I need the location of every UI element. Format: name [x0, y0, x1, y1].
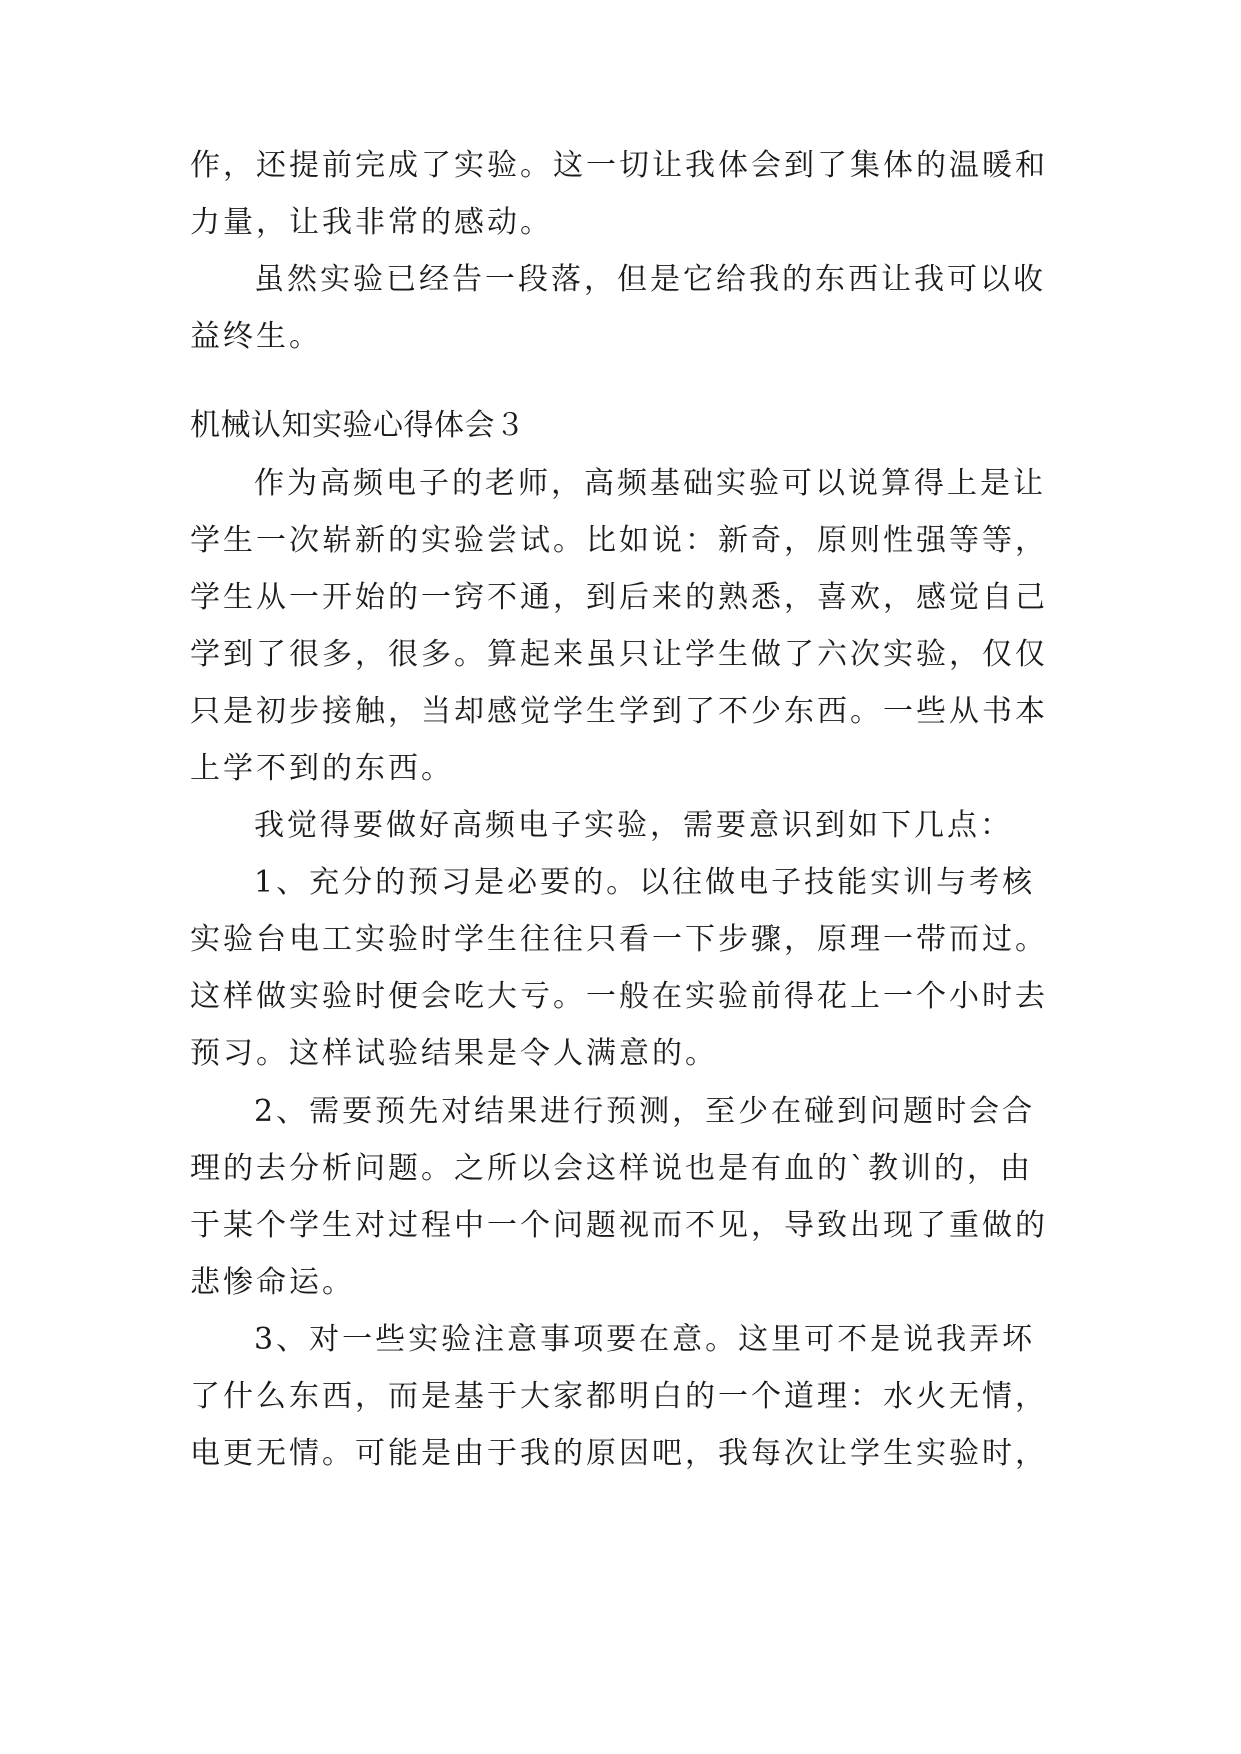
paragraph-line: 虽然实验已经告一段落，但是它给我的东西让我可以收	[254, 262, 1046, 297]
section-heading: 机械认知实验心得体会３	[190, 408, 526, 443]
paragraph-line: 了什么东西，而是基于大家都明白的一个道理：水火无情，	[190, 1379, 1048, 1414]
paragraph-line: 作为高频电子的老师，高频基础实验可以说算得上是让	[254, 466, 1046, 501]
paragraph-line: 作，还提前完成了实验。这一切让我体会到了集体的温暖和	[190, 148, 1048, 183]
paragraph-line: 理的去分析问题。之所以会这样说也是有血的`教训的，由	[190, 1151, 1033, 1186]
paragraph-line: 3、对一些实验注意事项要在意。这里可不是说我弄坏	[254, 1322, 1036, 1357]
paragraph-line: 学生一次崭新的实验尝试。比如说：新奇，原则性强等等，	[190, 523, 1048, 558]
paragraph-line: 学生从一开始的一窍不通，到后来的熟悉，喜欢，感觉自己	[190, 580, 1048, 615]
paragraph-line: 悲惨命运。	[190, 1265, 355, 1300]
paragraph-line: 预习。这样试验结果是令人满意的。	[190, 1036, 718, 1071]
paragraph-line: 学到了很多，很多。算起来虽只让学生做了六次实验，仅仅	[190, 637, 1048, 672]
paragraph-line: 这样做实验时便会吃大亏。一般在实验前得花上一个小时去	[190, 979, 1048, 1014]
paragraph-line: 力量，让我非常的感动。	[190, 205, 553, 240]
paragraph-line: 1、充分的预习是必要的。以往做电子技能实训与考核	[254, 865, 1036, 900]
paragraph-line: 于某个学生对过程中一个问题视而不见，导致出现了重做的	[190, 1208, 1048, 1243]
paragraph-line: 实验台电工实验时学生往往只看一下步骤，原理一带而过。	[190, 922, 1048, 957]
paragraph-line: 我觉得要做好高频电子实验，需要意识到如下几点：	[254, 808, 1013, 843]
paragraph-line: 上学不到的东西。	[190, 751, 454, 786]
paragraph-line: 益终生。	[190, 319, 322, 354]
paragraph-line: 只是初步接触，当却感觉学生学到了不少东西。一些从书本	[190, 694, 1048, 729]
paragraph-line: 2、需要预先对结果进行预测，至少在碰到问题时会合	[254, 1094, 1036, 1129]
paragraph-line: 电更无情。可能是由于我的原因吧，我每次让学生实验时，	[190, 1436, 1048, 1471]
